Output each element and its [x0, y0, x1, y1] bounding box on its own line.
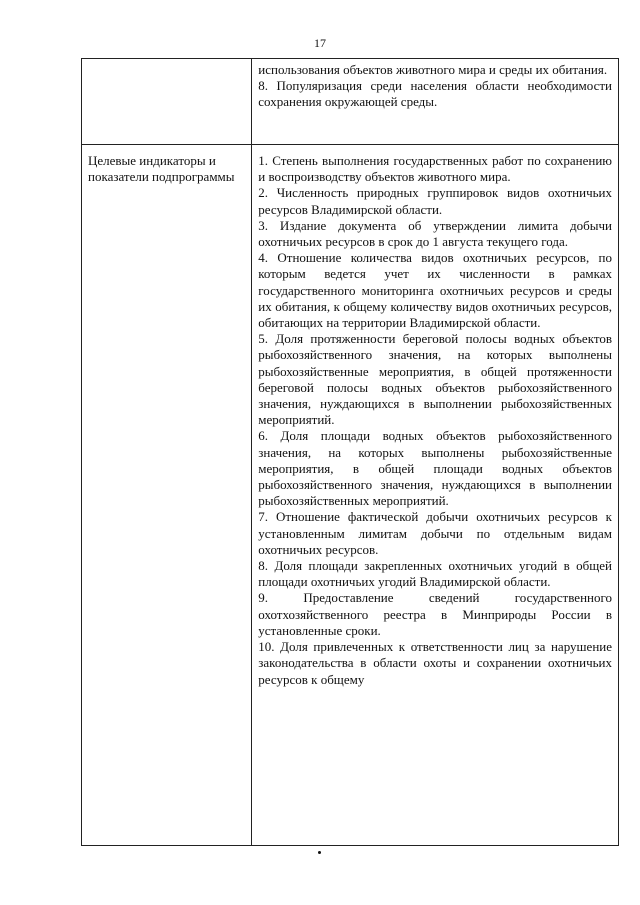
table-cell-label — [82, 59, 252, 145]
table-cell-content — [252, 145, 619, 846]
list-item: 7. Отношение фактической добычи охотничьих ресурсов к установленным лимитам добычи по отдельным видам охотничьих ресурсов. — [258, 509, 612, 557]
page-number: 17 — [314, 36, 326, 50]
table-cell-content — [252, 59, 619, 145]
list-item: 2. Численность природных группировок видов охотничьих ресурсов Владимирской области. — [258, 185, 612, 217]
list-item: 8. Популяризация среди населения области необходимости сохранения окружающей среды. — [258, 78, 612, 110]
list-item: 8. Доля площади закрепленных охотничьих угодий в общей площади охотничьих угодий Владимирской области. — [258, 558, 612, 590]
subprogram-table — [81, 58, 619, 846]
list-item: 3. Издание документа об утверждении лимита добычи охотничьих ресурсов в срок до 1 августа текущего года. — [258, 217, 612, 250]
list-item: 6. Доля площади водных объектов рыбохозяйственного значения, на которых выполнены рыбохозяйственные мероприятия, в общей площади водных объектов рыбохозяйственного значения, нуждающихся в выполнении рыбохозяйственных мероприятий. — [258, 428, 612, 509]
table-row — [82, 145, 619, 846]
scan-dot — [318, 851, 321, 854]
table-cell-label: Целевые индикаторы и показатели подпрограммы — [82, 145, 252, 846]
list-item: 1. Степень выполнения государственных работ по сохранению и воспроизводству объектов животного мира. — [258, 153, 612, 185]
list-item: 10. Доля привлеченных к ответственности лиц за нарушение законодательства в области охоты и сохранении охотничьих ресурсов к общему — [258, 639, 612, 687]
table-row — [82, 59, 619, 145]
list-item: использования объектов животного мира и среды их обитания. — [258, 62, 608, 77]
list-item: 4. Отношение количества видов охотничьих ресурсов, по которым ведется учет их численности в рамках государственного мониторинга охотничьих ресурсов и среды их обитания, к общему количеству видов охотничьих ресурсов, обитающих на территории Владимирской области. — [258, 250, 612, 331]
list-item: 5. Доля протяженности береговой полосы водных объектов рыбохозяйственного значения, на которых выполнены рыбохозяйственные мероприятия, в общей протяженности береговой полосы водных объектов рыбохозяйственного значения, нуждающихся в выполнении рыбохозяйственных мероприятий. — [258, 331, 612, 428]
list-item: 9. Предоставление сведений государственного охотхозяйственного реестра в Минприроды России в установленные сроки. — [258, 590, 612, 638]
